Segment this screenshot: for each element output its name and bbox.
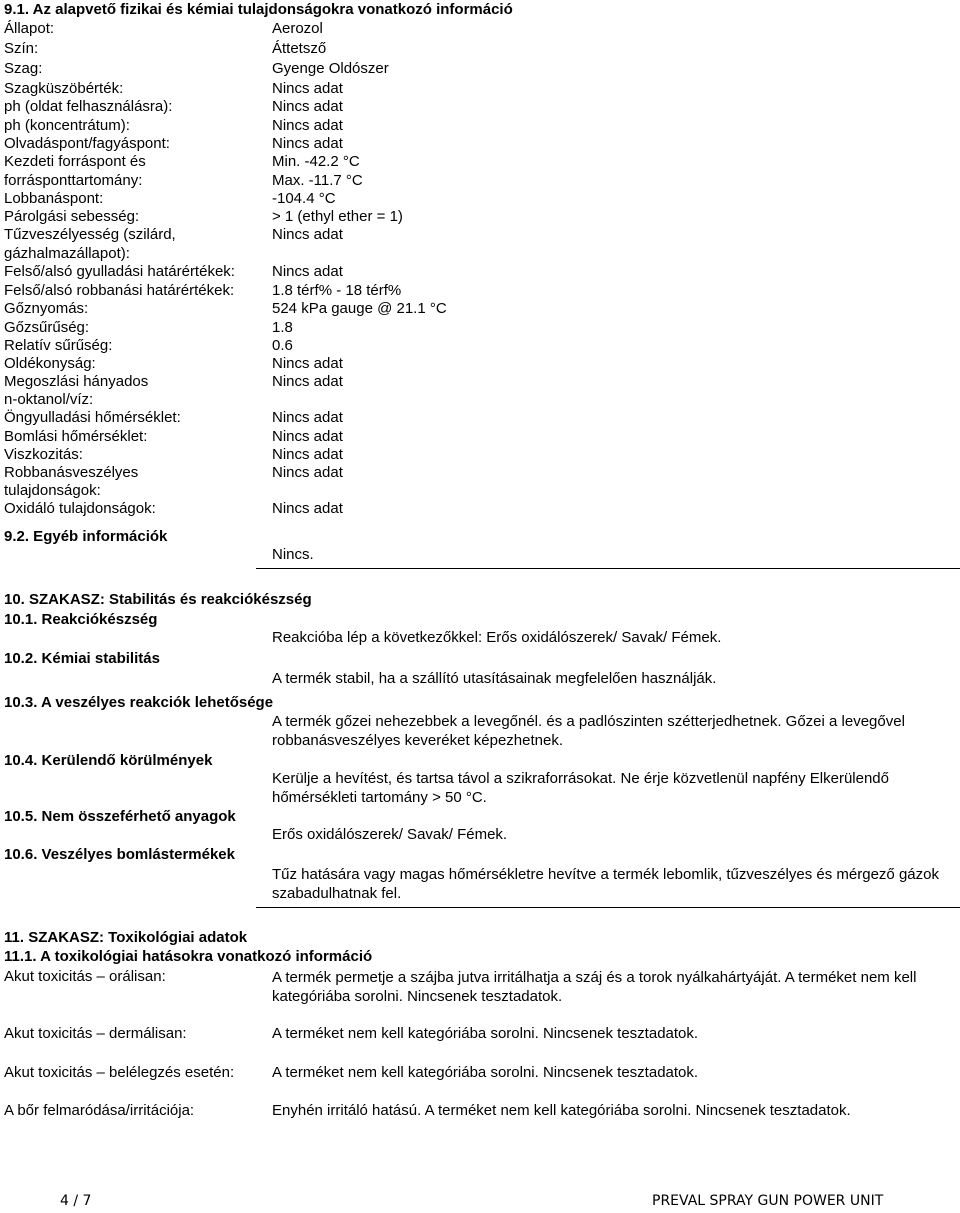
section-10-heading: 10. SZAKASZ: Stabilitás és reakciókészség: [4, 591, 312, 608]
section-9-2-heading: 9.2. Egyéb információk: [4, 528, 168, 545]
prop-label: Öngyulladási hőmérséklet:: [4, 409, 181, 426]
subsection-title: 10.3. A veszélyes reakciók lehetősége: [4, 694, 274, 711]
prop-value: Nincs adat: [272, 135, 343, 152]
divider: [256, 568, 960, 569]
prop-value: Nincs adat: [272, 263, 343, 280]
product-name: PREVAL SPRAY GUN POWER UNIT: [652, 1193, 884, 1209]
divider: [256, 907, 960, 908]
prop-label: Felső/alsó gyulladási határértékek:: [4, 263, 235, 280]
subsection-text: Reakcióba lép a következőkkel: Erős oxidálószerek/ Savak/ Fémek.: [272, 629, 722, 646]
other-info-value: Nincs.: [272, 546, 314, 563]
tox-text: A termék permetje a szájba jutva irritálhatja a száj és a torok nyálkahártyáját. A terméket nem kell kategóriába sorolni. Nincsenek tesztadatok.: [272, 969, 917, 1005]
prop-label: forrásponttartomány:: [4, 172, 143, 189]
prop-value: Nincs adat: [272, 428, 343, 445]
prop-value: Nincs adat: [272, 500, 343, 517]
prop-label: Lobbanáspont:: [4, 190, 104, 207]
prop-value: Nincs adat: [272, 226, 343, 243]
page-number: 4 / 7: [60, 1193, 92, 1209]
subsection-title: 10.5. Nem összeférhető anyagok: [4, 808, 236, 825]
prop-value: 524 kPa gauge @ 21.1 °C: [272, 300, 447, 317]
prop-label: tulajdonságok:: [4, 482, 101, 499]
section-11-heading: 11. SZAKASZ: Toxikológiai adatok: [4, 929, 248, 946]
prop-value: Min. -42.2 °C: [272, 153, 360, 170]
tox-label: Akut toxicitás – orálisan:: [4, 968, 166, 985]
tox-label: A bőr felmaródása/irritációja:: [4, 1102, 195, 1119]
prop-value: Nincs adat: [272, 98, 343, 115]
tox-label: Akut toxicitás – belélegzés esetén:: [4, 1064, 235, 1081]
prop-value: Aerozol: [272, 20, 323, 37]
prop-value: Nincs adat: [272, 117, 343, 134]
prop-value: > 1 (ethyl ether = 1): [272, 208, 403, 225]
prop-label: Szagküszöbérték:: [4, 80, 124, 97]
prop-label: Viszkozitás:: [4, 446, 83, 463]
prop-value: Max. -11.7 °C: [272, 172, 363, 189]
prop-value: Nincs adat: [272, 409, 343, 426]
prop-label: ph (koncentrátum):: [4, 117, 130, 134]
subsection-title: 10.4. Kerülendő körülmények: [4, 752, 213, 769]
prop-label: Oldékonyság:: [4, 355, 96, 372]
tox-text: A terméket nem kell kategóriába sorolni. Nincsenek tesztadatok.: [272, 1025, 699, 1042]
tox-label: Akut toxicitás – dermálisan:: [4, 1025, 187, 1042]
tox-text: Enyhén irritáló hatású. A terméket nem kell kategóriába sorolni. Nincsenek tesztadatok.: [272, 1102, 851, 1119]
prop-value: Nincs adat: [272, 446, 343, 463]
subsection-text: Erős oxidálószerek/ Savak/ Fémek.: [272, 826, 508, 843]
prop-value: -104.4 °C: [272, 190, 336, 207]
prop-label: Állapot:: [4, 20, 55, 37]
prop-label: Megoszlási hányados: [4, 373, 149, 390]
subsection-title: 10.2. Kémiai stabilitás: [4, 650, 160, 667]
prop-label: n-oktanol/víz:: [4, 391, 94, 408]
prop-label: Robbanásveszélyes: [4, 464, 139, 481]
prop-label: Relatív sűrűség:: [4, 337, 113, 354]
prop-value: Gyenge Oldószer: [272, 60, 389, 77]
subsection-title: 10.6. Veszélyes bomlástermékek: [4, 846, 235, 863]
prop-label: Szín:: [4, 40, 39, 57]
prop-value: Nincs adat: [272, 355, 343, 372]
subsection-text: Tűz hatására vagy magas hőmérsékletre hevítve a termék lebomlik, tűzveszélyes és mérgező gázok szabadulhatnak fel.: [272, 866, 939, 902]
tox-text: A terméket nem kell kategóriába sorolni. Nincsenek tesztadatok.: [272, 1064, 699, 1081]
prop-value: Nincs adat: [272, 80, 343, 97]
prop-label: ph (oldat felhasználásra):: [4, 98, 173, 115]
prop-value: Nincs adat: [272, 373, 343, 390]
prop-label: Gőzsűrűség:: [4, 319, 90, 336]
prop-value: Nincs adat: [272, 464, 343, 481]
prop-label: Kezdeti forráspont és: [4, 153, 146, 170]
prop-value: 0.6: [272, 337, 293, 354]
prop-label: Tűzveszélyesség (szilárd,: [4, 226, 176, 243]
prop-label: gázhalmazállapot):: [4, 245, 130, 262]
subsection-text: Kerülje a hevítést, és tartsa távol a szikraforrásokat. Ne érje közvetlenül napfény Elkerülendő hőmérsékleti tartomány > 50 °C.: [272, 770, 889, 806]
section-11-1-heading: 11.1. A toxikológiai hatásokra vonatkozó információ: [4, 948, 373, 965]
section-9-1-heading: 9.1. Az alapvető fizikai és kémiai tulajdonságokra vonatkozó információ: [4, 1, 513, 18]
prop-value: 1.8: [272, 319, 293, 336]
prop-label: Szag:: [4, 60, 43, 77]
prop-label: Gőznyomás:: [4, 300, 89, 317]
prop-label: Bomlási hőmérséklet:: [4, 428, 148, 445]
subsection-title: 10.1. Reakciókészség: [4, 611, 158, 628]
prop-value: Áttetsző: [272, 40, 327, 57]
prop-label: Felső/alsó robbanási határértékek:: [4, 282, 235, 299]
prop-label: Oxidáló tulajdonságok:: [4, 500, 156, 517]
prop-value: 1.8 térf% - 18 térf%: [272, 282, 402, 299]
subsection-text: A termék stabil, ha a szállító utasításainak megfelelően használják.: [272, 670, 717, 687]
subsection-text: A termék gőzei nehezebbek a levegőnél. és a padlószinten szétterjedhetnek. Gőzei a levegővel robbanásveszélyes keveréket képezhetnek.: [272, 713, 905, 749]
prop-label: Párolgási sebesség:: [4, 208, 140, 225]
prop-label: Olvadáspont/fagyáspont:: [4, 135, 170, 152]
